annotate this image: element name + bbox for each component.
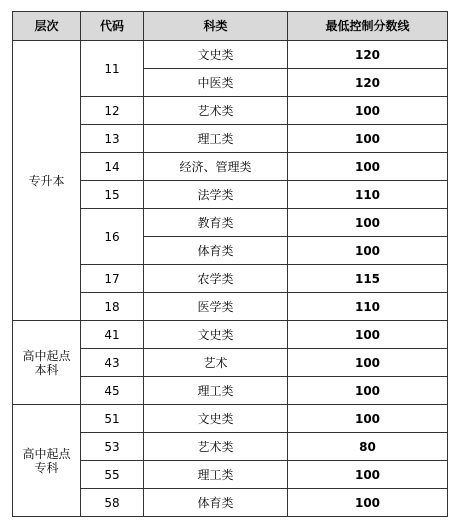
- code-cell: 13: [81, 125, 144, 153]
- code-cell: 45: [81, 377, 144, 405]
- score-cell: 100: [288, 321, 448, 349]
- category-cell: 法学类: [144, 181, 288, 209]
- category-cell: 体育类: [144, 489, 288, 517]
- score-cell: 100: [288, 125, 448, 153]
- score-cell: 110: [288, 181, 448, 209]
- category-cell: 理工类: [144, 125, 288, 153]
- level-cell: [13, 41, 81, 321]
- score-cell: 80: [288, 433, 448, 461]
- score-cell: 120: [288, 41, 448, 69]
- score-cell: 100: [288, 405, 448, 433]
- score-cell: 100: [288, 489, 448, 517]
- level-line: 高中起点: [22, 348, 71, 363]
- level-line: 专升本: [28, 173, 65, 188]
- category-cell: 教育类: [144, 209, 288, 237]
- score-cell: 100: [288, 209, 448, 237]
- code-cell: 58: [81, 489, 144, 517]
- level-cell: [13, 405, 81, 517]
- category-cell: 体育类: [144, 237, 288, 265]
- code-cell: 15: [81, 181, 144, 209]
- score-cell: 100: [288, 237, 448, 265]
- code-cell: 43: [81, 349, 144, 377]
- category-cell: 文史类: [144, 321, 288, 349]
- category-cell: 艺术: [144, 349, 288, 377]
- code-cell: 53: [81, 433, 144, 461]
- level-line: 高中起点: [22, 446, 71, 461]
- category-cell: 文史类: [144, 405, 288, 433]
- score-cell: 120: [288, 69, 448, 97]
- header-code: 代码: [81, 12, 144, 41]
- category-cell: 文史类: [144, 41, 288, 69]
- code-cell: 51: [81, 405, 144, 433]
- code-cell: 55: [81, 461, 144, 489]
- score-cell: 100: [288, 461, 448, 489]
- table-body: [13, 41, 448, 517]
- category-cell: 经济、管理类: [144, 153, 288, 181]
- code-cell: 16: [81, 209, 144, 265]
- code-cell: 41: [81, 321, 144, 349]
- category-cell: 理工类: [144, 461, 288, 489]
- table-row: [13, 41, 448, 69]
- table-row: [13, 321, 448, 349]
- header-category: 科类: [144, 12, 288, 41]
- header-row: [13, 12, 448, 41]
- header-score: 最低控制分数线: [288, 12, 448, 41]
- category-cell: 医学类: [144, 293, 288, 321]
- level-line: 专科: [34, 460, 59, 475]
- score-cell: 100: [288, 153, 448, 181]
- category-cell: 中医类: [144, 69, 288, 97]
- category-cell: 艺术类: [144, 433, 288, 461]
- score-cell: 100: [288, 349, 448, 377]
- category-cell: 理工类: [144, 377, 288, 405]
- code-cell: 12: [81, 97, 144, 125]
- level-cell: [13, 321, 81, 405]
- score-cell: 100: [288, 377, 448, 405]
- category-cell: 农学类: [144, 265, 288, 293]
- code-cell: 11: [81, 41, 144, 97]
- level-line: 本科: [34, 362, 59, 377]
- score-cell: 100: [288, 97, 448, 125]
- table-row: [13, 405, 448, 433]
- score-table: [12, 11, 448, 517]
- code-cell: 14: [81, 153, 144, 181]
- category-cell: 艺术类: [144, 97, 288, 125]
- code-cell: 17: [81, 265, 144, 293]
- score-cell: 115: [288, 265, 448, 293]
- header-level: 层次: [13, 12, 81, 41]
- code-cell: 18: [81, 293, 144, 321]
- score-cell: 110: [288, 293, 448, 321]
